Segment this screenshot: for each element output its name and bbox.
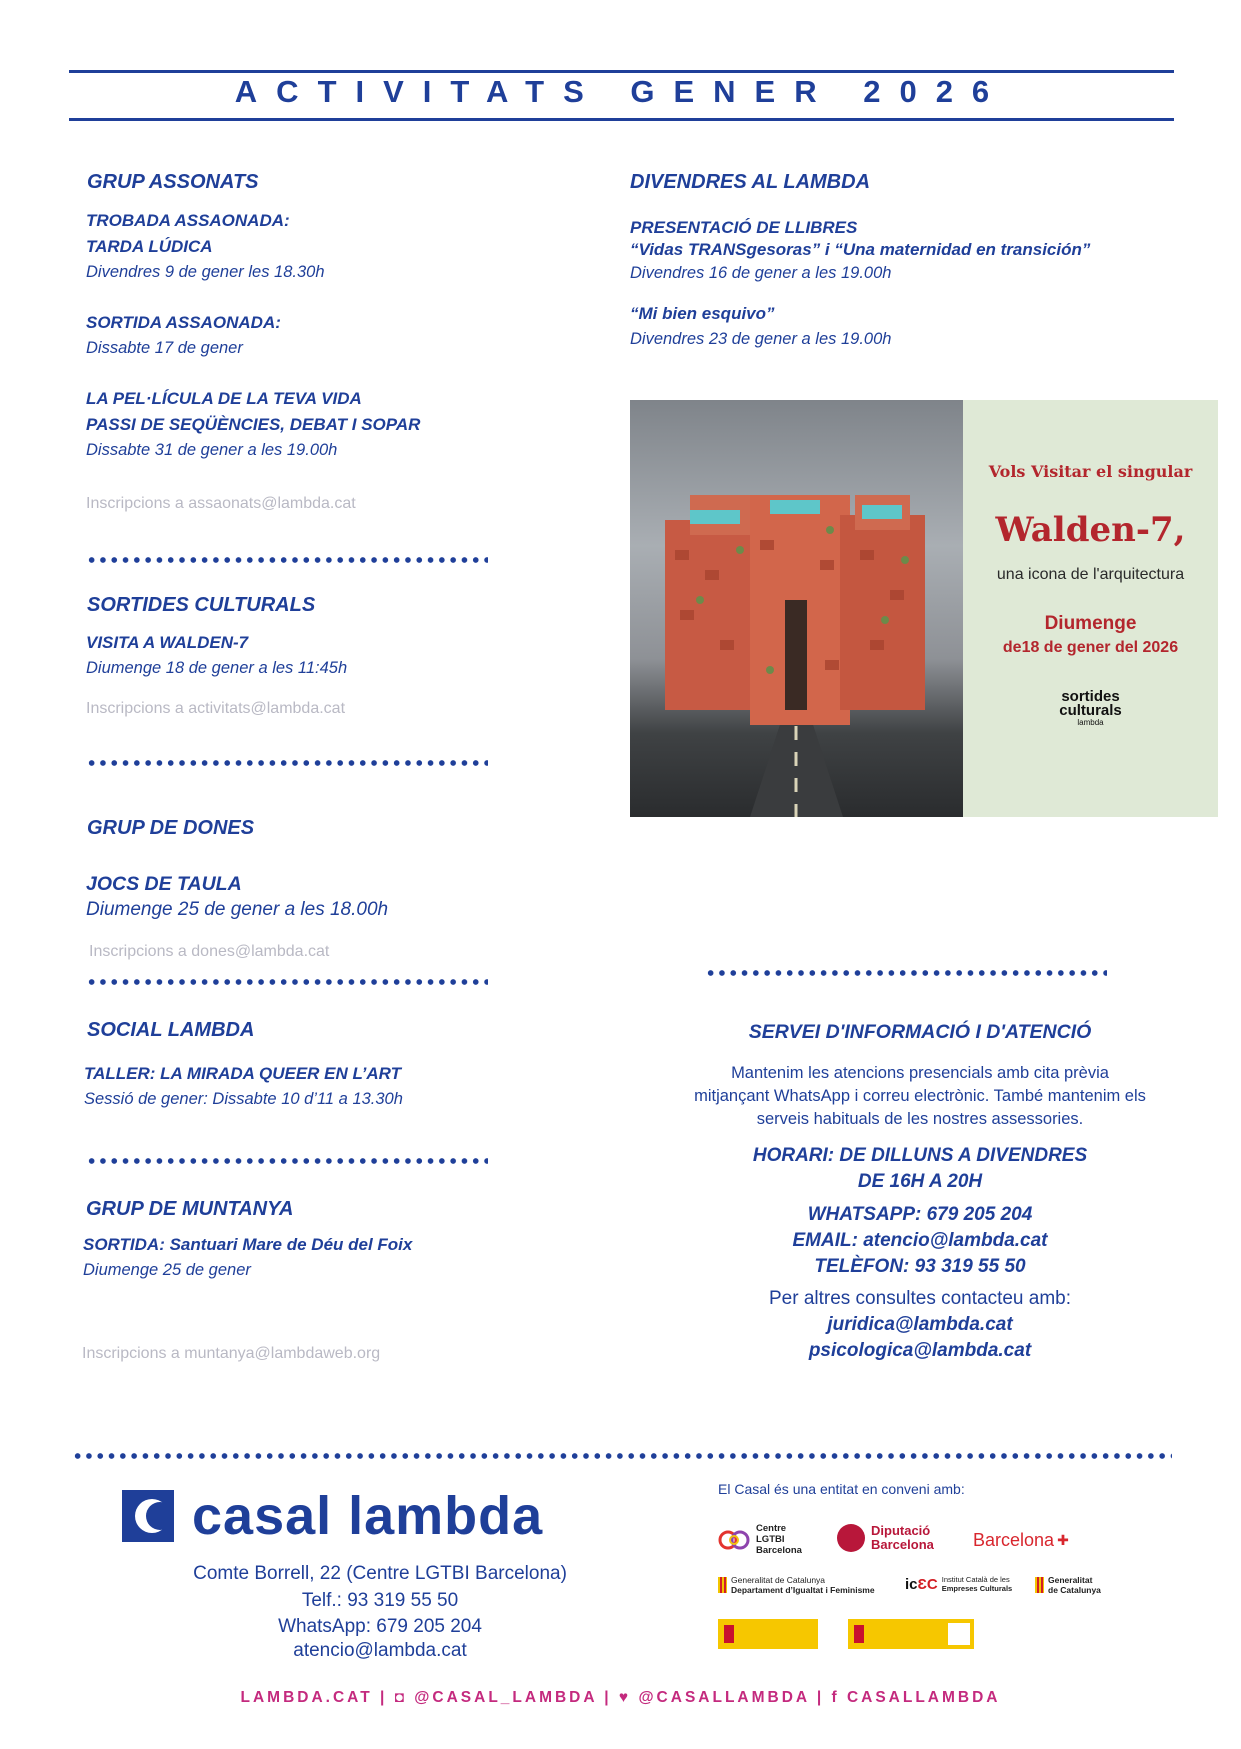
servei-info (640, 1021, 1200, 1364)
page-title: ACTIVITATS GENER 2026 (234, 74, 1009, 109)
conveni-text: El Casal és una entitat en conveni amb: (718, 1481, 965, 1497)
servei-paragraph-line: Mantenim les atencions presencials amb cita prèvia (731, 1064, 1109, 1082)
event-date: Divendres 23 de gener a les 19.00h (630, 330, 892, 348)
footer-address (130, 1562, 630, 1663)
dotted-divider (86, 1157, 488, 1165)
servei-heading: SERVEI D'INFORMACIÓ I D'ATENCIÓ (748, 1021, 1092, 1043)
spain-crest-icon (718, 1619, 818, 1649)
gencat-line: Departament d’Igualtat i Feminisme (731, 1585, 875, 1595)
psicologica-email[interactable]: psicologica@lambda.cat (808, 1340, 1032, 1361)
header-top-rule (69, 70, 1174, 73)
event-title: JOCS DE TAULA (86, 873, 242, 895)
sortides-event (86, 630, 626, 680)
event-title: LA PEL·LÍCULA DE LA TEVA VIDA (86, 389, 362, 408)
footer-dotted-divider (72, 1452, 1172, 1460)
section-heading-divendres: DIVENDRES AL LAMBDA (630, 171, 871, 193)
servei-paragraph-line: serveis habituals de les nostres assessories. (756, 1110, 1084, 1128)
barcelona-text: Barcelona (973, 1530, 1055, 1550)
logo-line: lambda (1077, 718, 1104, 727)
icec-line: Empreses Culturals (941, 1584, 1013, 1593)
whatsapp-contact: WHATSAPP: 679 205 204 (807, 1204, 1033, 1225)
dotted-divider (86, 556, 488, 564)
event-title: TARDA LÚDICA (86, 237, 213, 256)
header-bottom-rule (69, 118, 1174, 121)
event-title: “Mi bien esquivo” (630, 304, 775, 323)
diputacio-barcelona-logo (837, 1524, 934, 1552)
event-date: Dissabte 31 de gener a les 19.00h (86, 441, 338, 459)
gobierno-igualdad-logo (718, 1619, 818, 1649)
section-heading-social: SOCIAL LAMBDA (87, 1019, 255, 1041)
event-title: SORTIDA: Santuari Mare de Déu del Foix (83, 1235, 413, 1254)
email-line[interactable]: atencio@lambda.cat (293, 1640, 467, 1661)
lambda-logo-icon (122, 1490, 174, 1542)
barcelona-logo (973, 1530, 1069, 1551)
dotted-divider (86, 759, 488, 767)
icec-mark-icon: icƐC (905, 1575, 938, 1593)
event-title: VISITA A WALDEN-7 (86, 633, 249, 652)
gencat-line: Generalitat (1048, 1575, 1093, 1585)
gencat-logo (1035, 1575, 1101, 1595)
event-date: Divendres 9 de gener les 18.30h (86, 263, 325, 281)
sortides-culturals-logo (963, 690, 1218, 727)
dones-event (86, 871, 626, 922)
gencat-line: Generalitat de Catalunya (731, 1575, 826, 1585)
gencat-flag-icon (718, 1577, 727, 1593)
icec-line: Institut Català de les (941, 1575, 1010, 1584)
event-date: Diumenge 18 de gener a les 11:45h (86, 659, 348, 677)
section-heading-muntanya: GRUP DE MUNTANYA (86, 1198, 294, 1220)
event-title: SORTIDA ASSAONADA: (86, 313, 281, 332)
address-line: Comte Borrell, 22 (Centre LGTBI Barcelona) (193, 1563, 567, 1584)
event-date: Divendres 16 de gener a les 19.00h (630, 264, 892, 282)
poster-line: Walden-7, (995, 510, 1186, 550)
centre-line: LGTBI (756, 1534, 785, 1545)
gencat-line: de Catalunya (1048, 1585, 1101, 1595)
poster-line: de18 de gener del 2026 (1002, 639, 1179, 656)
diputacio-line: Diputació (871, 1523, 931, 1538)
email-contact[interactable]: EMAIL: atencio@lambda.cat (792, 1230, 1048, 1251)
logo-line: culturals (1059, 702, 1122, 719)
logo-line: sortides (1061, 688, 1120, 705)
gencat-igualtat-logo (718, 1575, 875, 1595)
section-heading-sortides: SORTIDES CULTURALS (87, 594, 316, 616)
muntanya-event (83, 1232, 623, 1282)
event-books: “Vidas TRANSgesoras” i “Una maternidad en transición” (630, 240, 1091, 259)
assonats-events (86, 208, 646, 462)
dotted-divider (705, 969, 1107, 977)
logo-text: casal lambda (192, 1486, 544, 1546)
sortides-inscription[interactable]: Inscripcions a activitats@lambda.cat (86, 700, 346, 717)
event-date: Sessió de gener: Dissabte 10 d’11 a 13.30h (84, 1090, 403, 1108)
altres-consultes: Per altres consultes contacteu amb: (768, 1288, 1072, 1309)
walden-poster-image (630, 400, 1218, 817)
event-date: Dissabte 17 de gener (86, 339, 243, 357)
dones-inscription[interactable]: Inscripcions a dones@lambda.cat (89, 943, 330, 960)
poster-line: Diumenge (1044, 613, 1137, 634)
event-title: TROBADA ASSAONADA: (86, 211, 290, 230)
social-event (84, 1061, 624, 1111)
walden-photo (630, 400, 963, 817)
section-heading-dones: GRUP DE DONES (87, 817, 255, 839)
gobierno-cultura-logo (848, 1619, 974, 1649)
muntanya-inscription[interactable]: Inscripcions a muntanya@lambdaweb.org (82, 1345, 381, 1362)
rainbow-rings-icon (718, 1529, 752, 1551)
social-links[interactable]: LAMBDA.CAT | ◘ @CASAL_LAMBDA | ♥ @CASALLAMBDA | f CASALLAMBDA (240, 1689, 1001, 1706)
whatsapp-line: WhatsApp: 679 205 204 (278, 1616, 482, 1637)
dotted-divider (86, 978, 488, 986)
event-date: Diumenge 25 de gener (83, 1261, 251, 1279)
barcelona-crest-icon: ✚ (1057, 1532, 1069, 1548)
servei-paragraph-line: mitjançant WhatsApp i correu electrònic. També mantenim els (694, 1087, 1146, 1105)
poster-line: una icona de l'arquitectura (996, 566, 1185, 583)
event-title: PRESENTACIÓ DE LLIBRES (630, 218, 858, 237)
centre-line: Barcelona (756, 1545, 802, 1556)
icec-logo (905, 1575, 1012, 1593)
juridica-email[interactable]: juridica@lambda.cat (827, 1314, 1013, 1335)
centre-line: Centre (756, 1523, 787, 1534)
horari-line: DE 16H A 20H (857, 1171, 983, 1192)
event-title: TALLER: LA MIRADA QUEER EN L’ART (84, 1064, 401, 1083)
event-title: PASSI DE SEQÜÈNCIES, DEBAT I SOPAR (86, 415, 421, 434)
walden-building-illustration (630, 400, 963, 817)
section-heading-assonats: GRUP ASSONATS (87, 171, 259, 193)
casal-lambda-logo (122, 1485, 543, 1547)
divendres-events (630, 217, 1220, 351)
walden-poster-text (963, 400, 1218, 817)
event-date: Diumenge 25 de gener a les 18.00h (86, 899, 389, 920)
spain-crest-icon (848, 1619, 974, 1649)
diputacio-seal-icon (837, 1524, 865, 1552)
assonats-inscription[interactable]: Inscripcions a assaonats@lambda.cat (86, 495, 356, 512)
telf-line: Telf.: 93 319 55 50 (301, 1590, 459, 1611)
telefon-contact: TELÈFON: 93 319 55 50 (814, 1256, 1026, 1277)
poster-line: Vols Visitar el singular (988, 462, 1193, 481)
diputacio-line: Barcelona (871, 1537, 934, 1552)
centre-lgtbi-logo (718, 1523, 802, 1556)
gencat-flag-icon (1035, 1577, 1044, 1593)
horari-line: HORARI: DE DILLUNS A DIVENDRES (752, 1145, 1088, 1166)
